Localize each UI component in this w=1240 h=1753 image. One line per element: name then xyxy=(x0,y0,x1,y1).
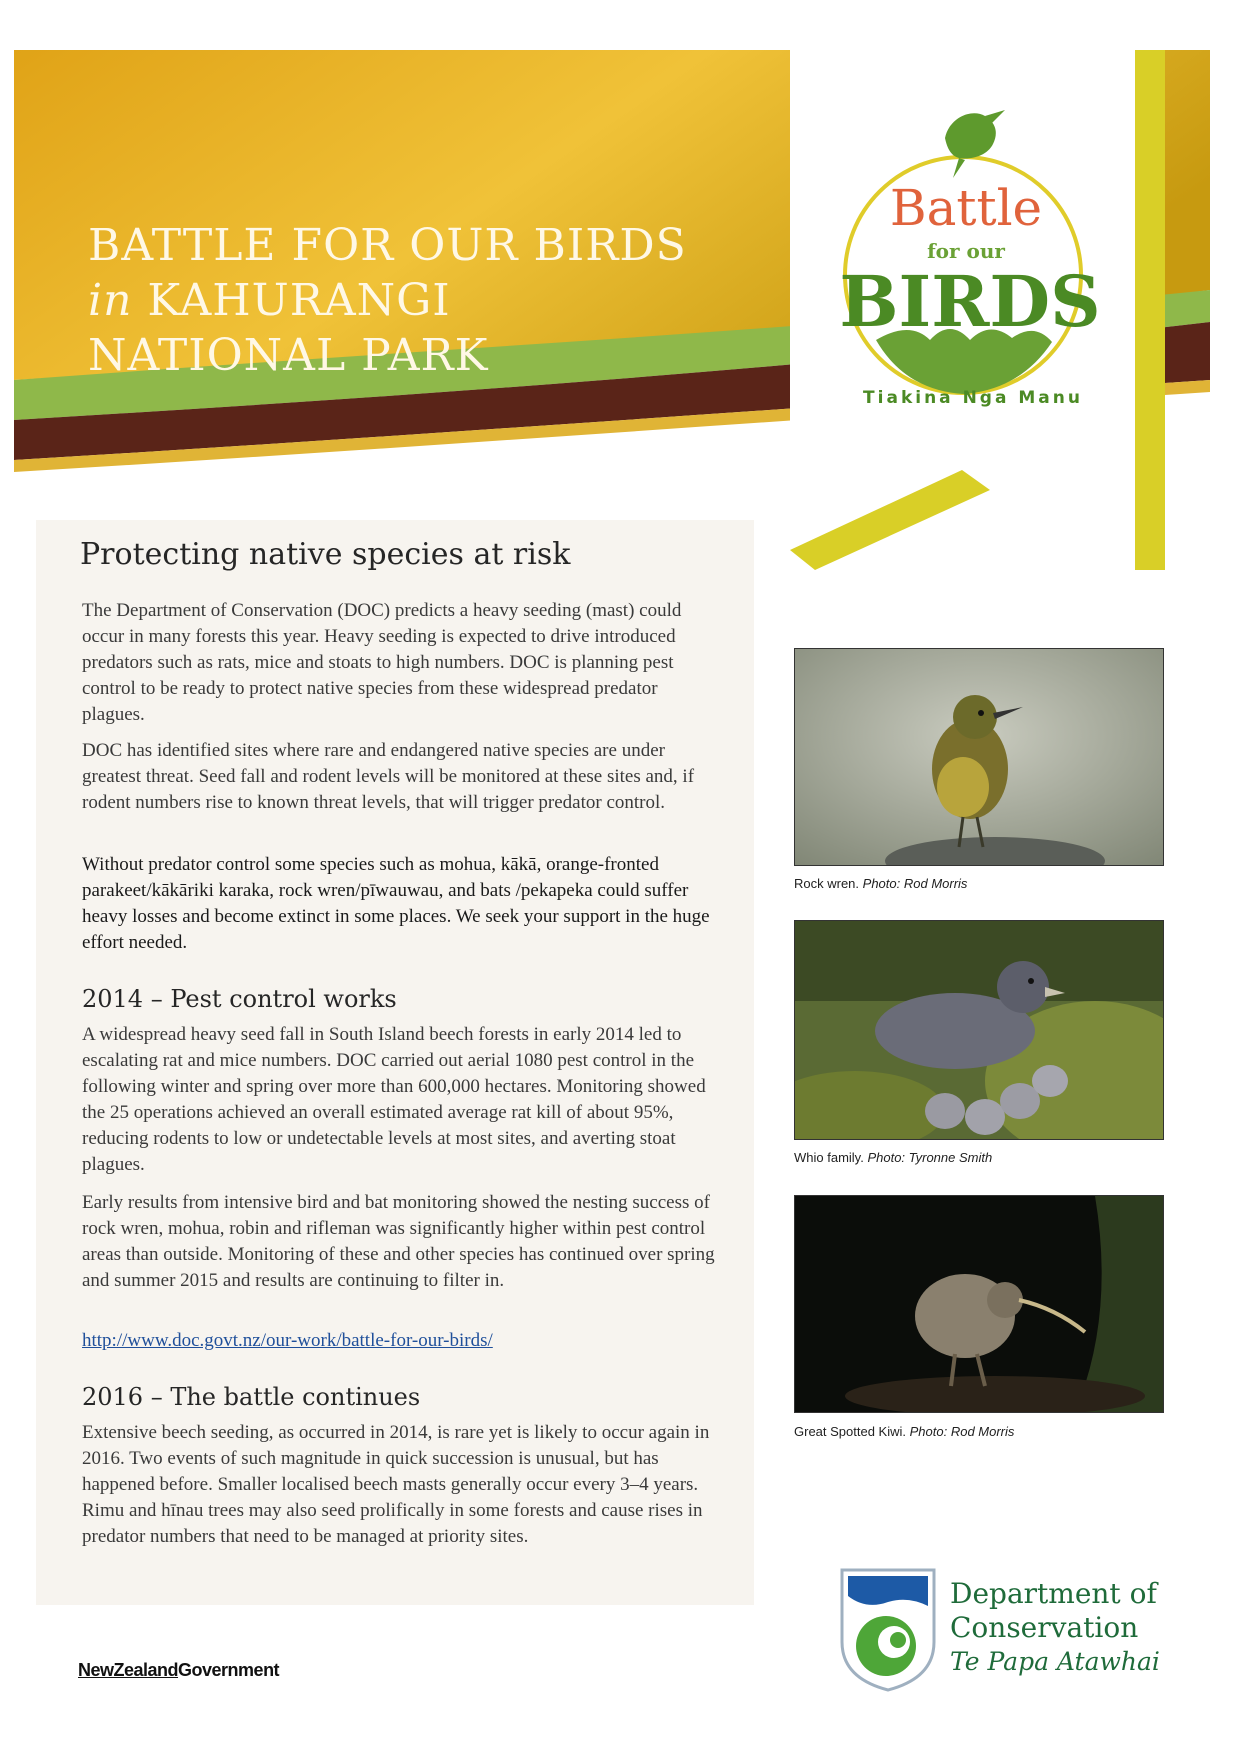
rock-wren-photo xyxy=(794,648,1164,866)
doc-line-1: Department of xyxy=(950,1577,1157,1610)
paragraph-2014-2: Early results from intensive bird and bat monitoring showed the nesting success of rock wren, mohua, robin and rifleman was significantly higher within pest control areas than outside. Monitoring of these and other species has continued over spring and summer 2015 and results are continuing to filter in. xyxy=(82,1192,715,1291)
nz-government-logo xyxy=(78,1660,279,1681)
intro-paragraph-1: The Department of Conservation (DOC) predicts a heavy seeding (mast) could occur in many forests this year. Heavy seeding is expected to drive introduced predators such as rats, mice and stoats to high numbers. DOC is planning pest control to be ready to protect native species from these widespread predator plagues. xyxy=(82,600,682,725)
heading-2016: 2016 – The battle continues xyxy=(82,1383,421,1411)
caption-text: Whio family. xyxy=(794,1150,864,1165)
logo-tiakina: Tiakina Nga Manu xyxy=(863,388,1083,408)
great-spotted-kiwi-photo xyxy=(794,1195,1164,1413)
whio-family-photo xyxy=(794,920,1164,1140)
photo-caption-2 xyxy=(794,1150,992,1165)
section-heading: Protecting native species at risk xyxy=(80,537,571,572)
paragraph-2014-1: A widespread heavy seed fall in South Island beech forests in early 2014 led to escalating rat and mice numbers. DOC carried out aerial 1080 pest control in the following winter and spring over more than 600,000 hectares. Monitoring showed the 25 operations achieved an overall estimated average rat kill of about 95%, reducing rodents to low or undetectable levels at most sites, and averting stoat plagues. xyxy=(82,1024,706,1175)
logo-for-our: for our xyxy=(927,239,1005,263)
nz-government-text-2: Government xyxy=(178,1660,280,1680)
logo-birds: BIRDS xyxy=(839,260,1101,343)
title-in: in xyxy=(88,275,133,326)
battle-for-our-birds-link[interactable]: http://www.doc.govt.nz/our-work/battle-for-our-birds/ xyxy=(82,1330,493,1351)
caption-text: Rock wren. xyxy=(794,876,860,891)
caption-credit: Photo: Rod Morris xyxy=(909,1424,1015,1439)
heading-2014: 2014 – Pest control works xyxy=(82,985,397,1013)
doc-line-2: Conservation xyxy=(950,1611,1139,1644)
intro-paragraph-3: Without predator control some species such as mohua, kākā, orange-fronted parakeet/kākāriki karaka, rock wren/pīwauwau, and bats /pekapeka could suffer heavy losses and become extinct in some places. We seek your support in the huge effort needed. xyxy=(82,854,710,953)
caption-credit: Photo: Tyronne Smith xyxy=(867,1150,993,1165)
paragraph-2016: Extensive beech seeding, as occurred in 2014, is rare yet is likely to occur again in 2016. Two events of such magnitude in quick succession is unusual, but has happened before. Smaller localised beech masts generally occur every 3–4 years. Rimu and hīnau trees may also seed prolifically in some forests and cause rises in predator numbers that need to be managed at priority sites. xyxy=(82,1422,710,1547)
page-title xyxy=(88,218,687,383)
title-line-3: NATIONAL PARK xyxy=(88,330,489,381)
intro-paragraph-2: DOC has identified sites where rare and endangered native species are under greatest threat. Seed fall and rodent levels will be monitored at these sites and, if rodent numbers rise to known threat levels, that will trigger predator control. xyxy=(82,740,695,813)
doc-wordmark xyxy=(950,1577,1190,1679)
logo-battle: Battle xyxy=(889,179,1043,237)
title-line-1: BATTLE FOR OUR BIRDS xyxy=(88,220,687,271)
title-line-2: KAHURANGI xyxy=(147,275,451,326)
caption-credit: Photo: Rod Morris xyxy=(862,876,968,891)
caption-text: Great Spotted Kiwi. xyxy=(794,1424,906,1439)
doc-maori-name: Te Papa Atawhai xyxy=(950,1647,1160,1676)
doc-shield-icon xyxy=(838,1566,938,1694)
photo-caption-3 xyxy=(794,1424,1014,1439)
photo-caption-1 xyxy=(794,876,967,891)
nz-government-text-1: NewZealand xyxy=(78,1660,179,1680)
